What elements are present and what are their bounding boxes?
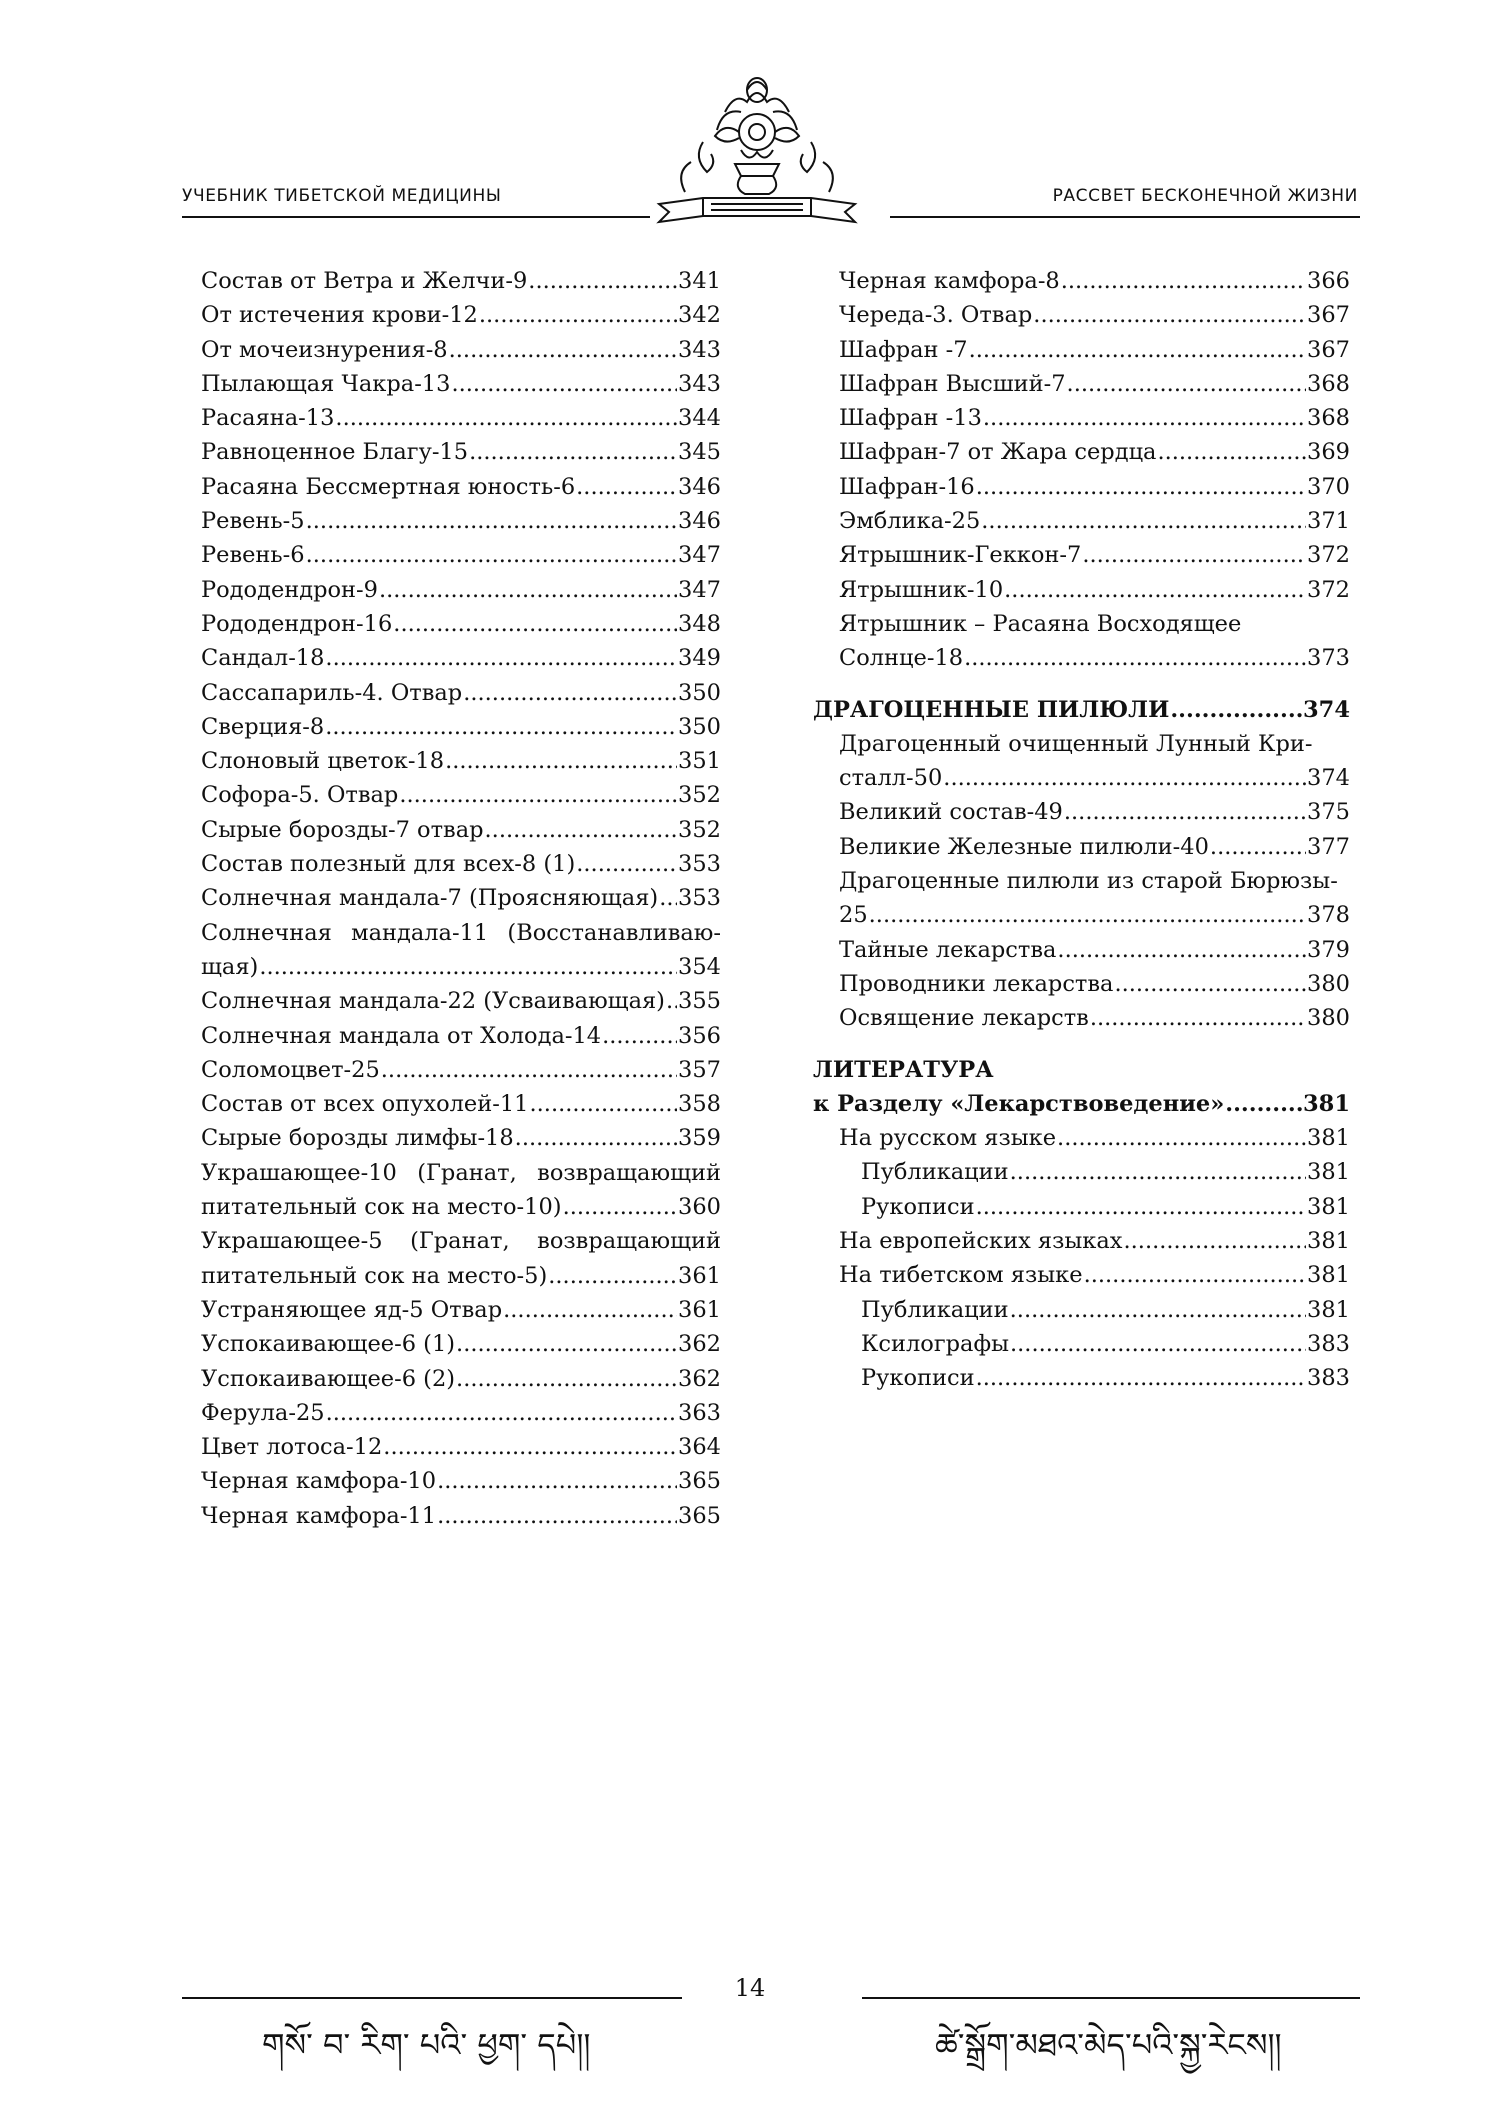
- toc-entry[interactable]: [813, 1121, 1350, 1155]
- toc-entry-page: 341: [678, 268, 721, 294]
- toc-leader-dots: [306, 504, 677, 538]
- toc-entry-title: Сырые борозды лимфы-18: [201, 1125, 514, 1152]
- toc-leader-dots: [1057, 1121, 1306, 1155]
- toc-entry-page: 357: [678, 1056, 721, 1083]
- toc-entry-page: 374: [1307, 765, 1350, 792]
- toc-entry-title: Сырые борозды-7 отвар: [201, 816, 484, 843]
- toc-entry-page: 359: [678, 1125, 721, 1152]
- toc-section-title: ДРАГОЦЕННЫЕ ПИЛЮЛИ: [813, 696, 1170, 723]
- toc-entry[interactable]: [201, 881, 721, 915]
- emblem-icon: [645, 72, 870, 237]
- toc-entry-title: Цвет лотоса-12: [201, 1434, 383, 1461]
- toc-leader-dots: [445, 744, 677, 778]
- toc-entry-title: Сверция-8: [201, 713, 325, 740]
- toc-entry-title: Солнечная мандала-7 (Проясняющая): [201, 885, 659, 912]
- toc-entry-title: Солнечная мандала от Холода-14: [201, 1022, 602, 1049]
- toc-entry-title: Ревень-5: [201, 508, 305, 535]
- toc-section-pills[interactable]: [813, 693, 1350, 727]
- toc-entry-page: 365: [678, 1502, 721, 1529]
- toc-entry-page: 349: [678, 645, 721, 672]
- toc-entry-page: 383: [1307, 1330, 1350, 1357]
- toc-entry-title: Пылающая Чакра-13: [201, 370, 451, 397]
- toc-entry[interactable]: [813, 538, 1350, 572]
- toc-entry[interactable]: [813, 298, 1350, 332]
- toc-leader-dots: [325, 641, 677, 675]
- toc-entry-page: 371: [1307, 508, 1350, 535]
- toc-entry-title: Равноценное Благу-15: [201, 439, 469, 466]
- toc-leader-dots: [563, 1190, 677, 1224]
- toc-entry[interactable]: [201, 1499, 721, 1533]
- toc-entry-word: Солнечная: [201, 919, 332, 946]
- toc-entry-title: Успокаивающее-6 (1): [201, 1331, 456, 1358]
- toc-entry-title: На тибетском языке: [839, 1262, 1083, 1289]
- toc-entry-page: 375: [1307, 799, 1350, 826]
- toc-entry-title: Ревень-6: [201, 542, 305, 569]
- toc-entry-page: 345: [678, 439, 721, 466]
- toc-entry-page: 356: [678, 1022, 721, 1049]
- toc-entry-title: Великий состав-49: [839, 799, 1063, 826]
- toc-entry[interactable]: [201, 367, 721, 401]
- toc-leader-dots: [976, 1361, 1306, 1395]
- toc-leader-dots: [383, 1430, 677, 1464]
- footer-tibetan-left: གསོ་ བ་ རིག་ པའི་ ཕྱག་ དཔེ།།: [262, 2026, 591, 2064]
- toc-entry-title: Черная камфора-11: [201, 1502, 437, 1529]
- toc-entry-word: (Восстанавливаю-: [507, 919, 721, 946]
- toc-leader-dots: [451, 367, 677, 401]
- toc-entry-title: Софора-5. Отвар: [201, 782, 399, 809]
- toc-entry-title: Шафран-7 от Жара сердца: [839, 439, 1157, 466]
- toc-entry-page: 383: [1307, 1365, 1350, 1392]
- toc-entry-title: Расаяна Бессмертная юность-6: [201, 473, 576, 500]
- toc-entry[interactable]: [813, 1001, 1350, 1035]
- toc-entry[interactable]: [201, 744, 721, 778]
- toc-leader-dots: [969, 333, 1306, 367]
- toc-entry-page: 342: [678, 302, 721, 329]
- toc-entry-wrap-line[interactable]: Ятрышник – Расаяна Восходящее: [839, 610, 1242, 637]
- toc-entry-page: 373: [1307, 645, 1350, 672]
- toc-leader-dots: [976, 470, 1306, 504]
- toc-leader-dots: [602, 1019, 677, 1053]
- toc-entry-title: Слоновый цветок-18: [201, 748, 445, 775]
- toc-leader-dots: [1067, 367, 1307, 401]
- toc-entry[interactable]: [813, 1327, 1350, 1361]
- toc-leader-dots: [326, 1396, 677, 1430]
- toc-leader-dots: [659, 881, 677, 915]
- toc-entry-page: 372: [1307, 542, 1350, 569]
- toc-leader-dots: [548, 1259, 677, 1293]
- toc-entry-title: питательный сок на место-5): [201, 1262, 548, 1289]
- toc-left-group-b: [201, 984, 721, 1155]
- toc-entry-page: 352: [678, 782, 721, 809]
- toc-leader-dots: [576, 470, 677, 504]
- toc-entry-page: 368: [1307, 370, 1350, 397]
- footer-tibetan-right: ཚེ་སྒྲོག་མཐའ་མེད་པའི་སྐྱ་རེངས།།: [935, 2026, 1282, 2064]
- toc-entry[interactable]: [813, 898, 1350, 932]
- toc-entry-title: Солнце-18: [839, 645, 964, 672]
- section-gap: [813, 676, 1350, 693]
- toc-entry-title: Расаяна-13: [201, 405, 335, 432]
- toc-leader-dots: [503, 1293, 677, 1327]
- toc-entry-page: 361: [678, 1296, 721, 1323]
- toc-leader-dots: [1084, 1258, 1306, 1292]
- toc-entry[interactable]: [201, 333, 721, 367]
- toc-pills-group-b: [813, 933, 1350, 1036]
- toc-entry-page: 344: [678, 405, 721, 432]
- toc-entry[interactable]: [201, 401, 721, 435]
- toc-leader-dots: [1057, 933, 1306, 967]
- toc-entry-page: 352: [678, 816, 721, 843]
- toc-entry-page: 379: [1307, 936, 1350, 963]
- toc-entry-page: 348: [678, 610, 721, 637]
- header-left-title: УЧЕБНИК ТИБЕТСКОЙ МЕДИЦИНЫ: [182, 186, 502, 206]
- toc-entry-title: От истечения крови-12: [201, 302, 478, 329]
- toc-leader-dots: [515, 1121, 677, 1155]
- toc-leader-dots: [1114, 967, 1306, 1001]
- toc-entry-title: Проводники лекарства: [839, 970, 1114, 997]
- toc-entry-title: Сассапариль-4. Отвар: [201, 679, 463, 706]
- toc-entry[interactable]: [813, 933, 1350, 967]
- toc-entry[interactable]: [201, 641, 721, 675]
- toc-section-subtitle: к Разделу «Лекарствоведение»: [813, 1090, 1225, 1117]
- toc-leader-dots: [981, 504, 1306, 538]
- toc-entry-page: 368: [1307, 405, 1350, 432]
- toc-entry-page: 350: [678, 679, 721, 706]
- toc-section-literature[interactable]: ЛИТЕРАТУРА: [813, 1056, 994, 1083]
- toc-entry[interactable]: [201, 1087, 721, 1121]
- toc-leader-dots: [528, 264, 677, 298]
- toc-entry-page: 378: [1307, 902, 1350, 929]
- toc-entry-page: 380: [1307, 1005, 1350, 1032]
- toc-leader-dots: [983, 401, 1306, 435]
- toc-entry-page: 381: [1307, 1159, 1350, 1186]
- toc-entry-page: 354: [678, 953, 721, 980]
- toc-entry-title: Публикации: [861, 1159, 1009, 1186]
- toc-leader-dots: [449, 333, 677, 367]
- toc-entry[interactable]: [201, 1464, 721, 1498]
- toc-leader-dots: [666, 984, 677, 1018]
- toc-entry-title: Черная камфора-10: [201, 1468, 437, 1495]
- toc-leader-dots: [1082, 538, 1306, 572]
- toc-entry-page: 351: [678, 748, 721, 775]
- toc-entry-page: 370: [1307, 473, 1350, 500]
- toc-left-group-a: [201, 264, 721, 916]
- toc-leader-dots: [485, 813, 678, 847]
- toc-entry-title: питательный сок на место-10): [201, 1194, 562, 1221]
- toc-entry-wrap-line[interactable]: Драгоценные пилюли из старой Бюрюзы-: [839, 868, 1338, 895]
- toc-entry[interactable]: [201, 950, 721, 984]
- toc-leader-dots: [469, 435, 677, 469]
- toc-entry-title: Ятрышник-10: [839, 576, 1004, 603]
- toc-leader-dots: [1033, 298, 1306, 332]
- toc-entry[interactable]: [201, 1362, 721, 1396]
- toc-leader-dots: [379, 573, 677, 607]
- toc-entry-wrap-line[interactable]: [201, 916, 721, 950]
- toc-entry-page: 381: [1307, 1193, 1350, 1220]
- toc-entry-page: 364: [678, 1434, 721, 1461]
- toc-leader-dots: [437, 1464, 677, 1498]
- toc-leader-dots: [325, 710, 677, 744]
- toc-entry[interactable]: [813, 641, 1350, 675]
- toc-right-column: [813, 264, 1350, 1396]
- toc-entry[interactable]: [201, 1396, 721, 1430]
- toc-entry-word: Украшающее-5: [201, 1228, 383, 1255]
- toc-entry-page: 362: [678, 1331, 721, 1358]
- toc-entry-title: сталл-50: [839, 765, 943, 792]
- toc-entry[interactable]: [201, 1259, 721, 1293]
- toc-entry-page: 343: [678, 336, 721, 363]
- toc-entry[interactable]: [201, 298, 721, 332]
- toc-entry[interactable]: [201, 1327, 721, 1361]
- toc-entry-title: Эмблика-25: [839, 508, 981, 535]
- toc-entry[interactable]: [813, 264, 1350, 298]
- toc-leader-dots: [976, 1190, 1306, 1224]
- toc-entry-wrap-line[interactable]: Драгоценный очищенный Лунный Кри-: [839, 730, 1313, 757]
- toc-entry-title: На русском языке: [839, 1125, 1057, 1152]
- toc-entry-page: 381: [1307, 1296, 1350, 1323]
- toc-entry-title: Устраняющее яд-5 Отвар: [201, 1296, 503, 1323]
- toc-entry-title: Рукописи: [861, 1193, 975, 1220]
- toc-leader-dots: [576, 847, 677, 881]
- toc-leader-dots: [306, 538, 677, 572]
- toc-leader-dots: [399, 778, 677, 812]
- toc-entry-title: Состав от Ветра и Желчи-9: [201, 268, 528, 294]
- toc-entry[interactable]: [813, 504, 1350, 538]
- toc-entry[interactable]: [813, 795, 1350, 829]
- toc-section-page: 381: [1303, 1090, 1350, 1117]
- section-gap: [813, 1036, 1350, 1053]
- toc-leader-dots: [1210, 830, 1306, 864]
- toc-entry-title: От мочеизнурения-8: [201, 336, 448, 363]
- toc-entry-word: возвращающий: [537, 1228, 721, 1255]
- toc-entry[interactable]: [813, 1361, 1350, 1395]
- toc-entry-word: (Гранат,: [410, 1228, 510, 1255]
- toc-entry[interactable]: [813, 435, 1350, 469]
- toc-entry[interactable]: [201, 470, 721, 504]
- toc-entry[interactable]: [813, 470, 1350, 504]
- toc-entry-page: 380: [1307, 970, 1350, 997]
- toc-entry[interactable]: [813, 830, 1350, 864]
- toc-entry-word: Украшающее-10: [201, 1159, 397, 1186]
- toc-entry-title: Череда-3. Отвар: [839, 302, 1033, 329]
- toc-entry[interactable]: [201, 813, 721, 847]
- toc-entry-title: Состав от всех опухолей-11: [201, 1091, 529, 1118]
- toc-entry-title: Шафран -7: [839, 336, 968, 363]
- toc-entry-page: 347: [678, 542, 721, 569]
- toc-entry[interactable]: [201, 1053, 721, 1087]
- toc-entry-title: Рукописи: [861, 1365, 975, 1392]
- toc-entry[interactable]: [201, 1430, 721, 1464]
- toc-entry-page: 343: [678, 370, 721, 397]
- toc-entry-title: Публикации: [861, 1296, 1009, 1323]
- toc-entry-page: 358: [678, 1091, 721, 1118]
- toc-entry-title: Ферула-25: [201, 1399, 325, 1426]
- toc-leader-dots: [1225, 1087, 1302, 1121]
- toc-leader-dots: [529, 1087, 677, 1121]
- toc-entry-page: 367: [1307, 302, 1350, 329]
- toc-entry-title: Шафран-16: [839, 473, 975, 500]
- toc-entry[interactable]: [201, 778, 721, 812]
- toc-leader-dots: [259, 950, 677, 984]
- header-right-title: РАССВЕТ БЕСКОНЕЧНОЙ ЖИЗНИ: [1052, 186, 1358, 206]
- toc-leader-dots: [1010, 1327, 1306, 1361]
- toc-entry-page: 381: [1307, 1125, 1350, 1152]
- toc-entry-title: Рододендрон-16: [201, 610, 393, 637]
- toc-leader-dots: [456, 1327, 677, 1361]
- toc-leader-dots: [335, 401, 677, 435]
- toc-entry-title: Шафран Высший-7: [839, 370, 1066, 397]
- toc-leader-dots: [1123, 1224, 1306, 1258]
- toc-entry[interactable]: [201, 264, 721, 298]
- toc-entry-page: 346: [678, 508, 721, 535]
- toc-left-column: [201, 264, 721, 1533]
- toc-leader-dots: [943, 761, 1306, 795]
- toc-entry[interactable]: [813, 333, 1350, 367]
- toc-entry-page: 381: [1307, 1262, 1350, 1289]
- toc-entry-title: Солнечная мандала-22 (Усваивающая): [201, 988, 665, 1015]
- toc-leader-dots: [1064, 795, 1306, 829]
- toc-leader-dots: [456, 1362, 677, 1396]
- toc-entry[interactable]: [813, 1258, 1350, 1292]
- toc-entry[interactable]: [813, 1293, 1350, 1327]
- toc-entry-page: 362: [678, 1365, 721, 1392]
- toc-entry-page: 346: [678, 473, 721, 500]
- toc-left-group-c: [201, 1293, 721, 1533]
- toc-entry-page: 347: [678, 576, 721, 603]
- toc-entry[interactable]: [201, 538, 721, 572]
- toc-entry-page: 353: [678, 885, 721, 912]
- toc-entry[interactable]: [201, 435, 721, 469]
- toc-leader-dots: [1010, 1155, 1306, 1189]
- page-number: 14: [734, 1974, 766, 2002]
- toc-entry-title: Рододендрон-9: [201, 576, 378, 603]
- toc-entry[interactable]: [813, 761, 1350, 795]
- toc-leader-dots: [1170, 693, 1302, 727]
- header-rule-right: [890, 216, 1360, 218]
- toc-entry-page: 350: [678, 713, 721, 740]
- footer-rule-right: [862, 1997, 1360, 1999]
- toc-leader-dots: [964, 641, 1306, 675]
- toc-entry-page: 366: [1307, 268, 1350, 294]
- toc-entry[interactable]: [201, 607, 721, 641]
- toc-pills-group-a: [813, 795, 1350, 864]
- toc-literature-group: [813, 1121, 1350, 1395]
- toc-entry[interactable]: [813, 573, 1350, 607]
- toc-section-page: 374: [1303, 696, 1350, 723]
- toc-entry-page: 365: [678, 1468, 721, 1495]
- toc-entry-wrap-line[interactable]: [201, 1224, 721, 1258]
- toc-entry-page: 377: [1307, 833, 1350, 860]
- toc-entry-title: Великие Железные пилюли-40: [839, 833, 1209, 860]
- toc-entry[interactable]: [201, 1121, 721, 1155]
- toc-entry-title: Успокаивающее-6 (2): [201, 1365, 456, 1392]
- toc-entry[interactable]: [813, 1155, 1350, 1189]
- toc-leader-dots: [869, 898, 1306, 932]
- toc-entry-title: Состав полезный для всех-8 (1): [201, 851, 576, 878]
- toc-leader-dots: [1010, 1293, 1306, 1327]
- toc-entry[interactable]: [201, 504, 721, 538]
- toc-leader-dots: [381, 1053, 677, 1087]
- toc-leader-dots: [1157, 435, 1306, 469]
- toc-entry-title: Ятрышник-Геккон-7: [839, 542, 1082, 569]
- toc-entry-page: 355: [678, 988, 721, 1015]
- toc-entry-page: 381: [1307, 1228, 1350, 1255]
- toc-leader-dots: [1004, 573, 1306, 607]
- toc-entry[interactable]: [813, 1190, 1350, 1224]
- toc-entry-word: возвращающий: [537, 1159, 721, 1186]
- toc-entry[interactable]: [813, 1224, 1350, 1258]
- toc-leader-dots: [1090, 1001, 1306, 1035]
- toc-entry-title: Ксилографы: [861, 1330, 1009, 1357]
- toc-section-literature-sub[interactable]: [813, 1087, 1350, 1121]
- toc-entry-page: 353: [678, 851, 721, 878]
- toc-entry[interactable]: [201, 1293, 721, 1327]
- toc-leader-dots: [1061, 264, 1306, 298]
- toc-right-group-a: [813, 264, 1350, 607]
- toc-entry[interactable]: [813, 367, 1350, 401]
- toc-entry[interactable]: [201, 1019, 721, 1053]
- toc-entry[interactable]: [201, 676, 721, 710]
- toc-entry-wrap-line[interactable]: [201, 1156, 721, 1190]
- toc-entry-title: щая): [201, 953, 259, 980]
- toc-entry[interactable]: [813, 967, 1350, 1001]
- toc-entry[interactable]: [201, 984, 721, 1018]
- toc-entry[interactable]: [813, 401, 1350, 435]
- header-rule-left: [182, 216, 650, 218]
- toc-leader-dots: [479, 298, 677, 332]
- toc-entry[interactable]: [201, 1190, 721, 1224]
- toc-entry-title: Освящение лекарств: [839, 1005, 1089, 1032]
- toc-entry-page: 372: [1307, 576, 1350, 603]
- toc-entry[interactable]: [201, 573, 721, 607]
- footer-rule-left: [182, 1997, 682, 1999]
- toc-entry-page: 360: [678, 1194, 721, 1221]
- toc-entry-page: 363: [678, 1399, 721, 1426]
- toc-leader-dots: [437, 1499, 677, 1533]
- toc-entry-title: На европейских языках: [839, 1228, 1123, 1255]
- toc-leader-dots: [393, 607, 677, 641]
- toc-entry-page: 369: [1307, 439, 1350, 466]
- toc-entry-page: 367: [1307, 336, 1350, 363]
- toc-entry-title: 25: [839, 902, 868, 929]
- toc-entry-title: Шафран -13: [839, 405, 982, 432]
- toc-entry-word: (Гранат,: [417, 1159, 517, 1186]
- toc-entry-title: Черная камфора-8: [839, 268, 1060, 294]
- toc-entry-title: Сандал-18: [201, 645, 325, 672]
- toc-entry-page: 361: [678, 1262, 721, 1289]
- toc-leader-dots: [463, 676, 677, 710]
- toc-entry-title: Тайные лекарства: [839, 936, 1057, 963]
- toc-entry[interactable]: [201, 710, 721, 744]
- toc-entry[interactable]: [201, 847, 721, 881]
- toc-entry-word: мандала-11: [351, 919, 489, 946]
- toc-entry-title: Соломоцвет-25: [201, 1056, 380, 1083]
